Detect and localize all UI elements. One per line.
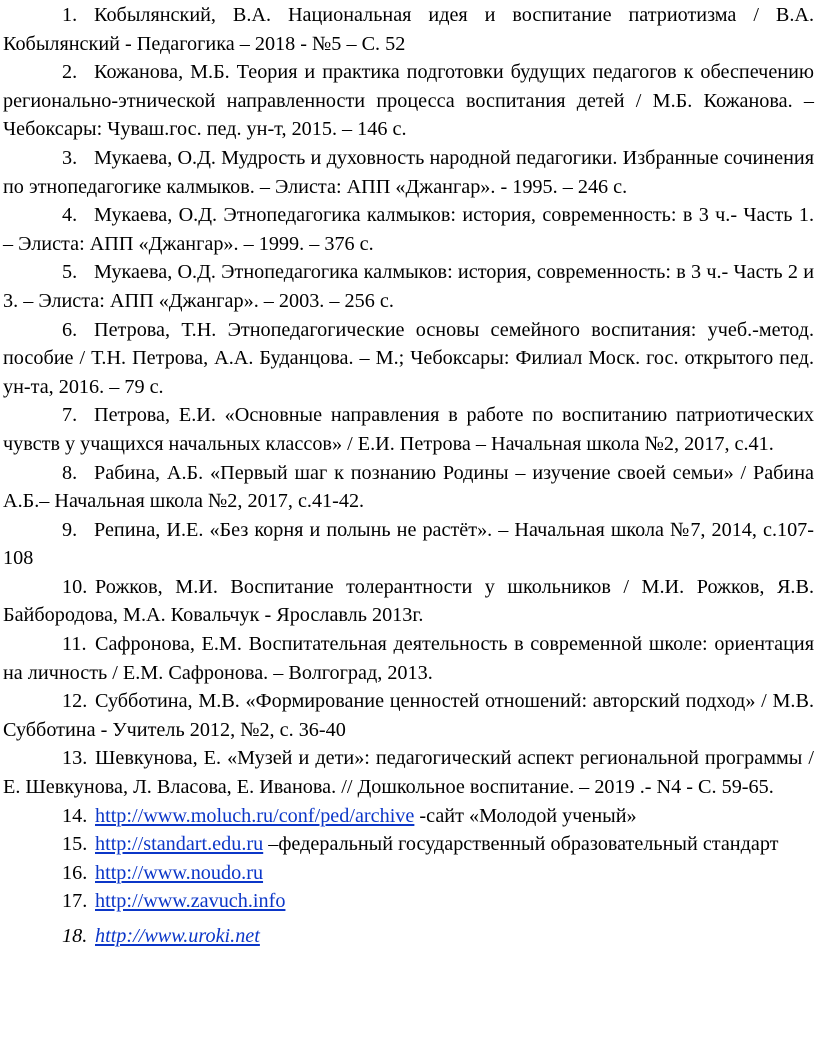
reference-item-6 xyxy=(3,316,814,402)
reference-text: Кожанова, М.Б. Теория и практика подготовки будущих педагогов к обеспечению регионально-этнической направленности процесса воспитания детей / М.Б. Кожанова. – Чебоксары: Чуваш.гос. пед. ун-т, 2015. – 146 с. xyxy=(3,61,814,141)
link-item-18 xyxy=(3,922,814,951)
link-zavuch[interactable]: http://www.zavuch.info xyxy=(95,890,286,913)
reference-number: 17. xyxy=(62,890,88,913)
reference-item-12 xyxy=(3,687,814,744)
reference-number: 16. xyxy=(62,861,88,884)
reference-item-7 xyxy=(3,401,814,458)
reference-item-8 xyxy=(3,459,814,516)
link-item-17 xyxy=(3,887,814,916)
link-item-16 xyxy=(3,859,814,888)
reference-item-2 xyxy=(3,58,814,144)
reference-text: Субботина, М.В. «Формирование ценностей отношений: авторский подход» / М.В. Субботина - Учитель 2012, №2, с. 36-40 xyxy=(3,690,814,741)
reference-number: 3. xyxy=(62,146,78,169)
reference-number: 11. xyxy=(62,633,87,656)
reference-text: Шевкунова, Е. «Музей и дети»: педагогический аспект региональной программы / Е. Шевкунова, Л. Власова, Е. Иванова. // Дошкольное воспитание. – 2019 .- N4 - С. 59-65. xyxy=(3,747,814,799)
link-standart[interactable]: http://standart.edu.ru xyxy=(95,833,264,856)
reference-item-4 xyxy=(3,201,814,258)
reference-number: 4. xyxy=(62,204,78,227)
reference-item-3 xyxy=(3,144,814,201)
link-uroki[interactable]: http://www.uroki.net xyxy=(95,925,260,947)
reference-number: 8. xyxy=(62,461,78,484)
reference-item-9 xyxy=(3,516,814,573)
reference-text: Мукаева, О.Д. Этнопедагогика калмыков: история, современность: в 3 ч.- Часть 2 и 3. – Элиста: АПП «Джангар». – 2003. – 256 с. xyxy=(3,261,814,312)
reference-number: 5. xyxy=(62,261,78,284)
reference-text: Кобылянский, В.А. Национальная идея и воспитание патриотизма / В.А. Кобылянский - Педагогика – 2018 - №5 – С. 52 xyxy=(3,4,814,55)
reference-number: 7. xyxy=(62,404,78,427)
reference-number: 12. xyxy=(62,690,88,713)
reference-number: 9. xyxy=(62,518,78,541)
reference-number: 13. xyxy=(62,747,88,770)
reference-text: Петрова, Т.Н. Этнопедагогические основы семейного воспитания: учеб.-метод. пособие / Т.Н. Петрова, А.А. Буданцова. – М.; Чебоксары: Филиал Моск. гос. открытого пед. ун-та, 2016. – 79 с. xyxy=(3,318,814,398)
reference-text: Рожков, М.И. Воспитание толерантности у школьников / М.И. Рожков, Я.В. Байбородова, М.А. Ковальчук - Ярославль 2013г. xyxy=(3,575,814,627)
reference-text: Репина, И.Е. «Без корня и полынь не растёт». – Начальная школа №7, 2014, с.107-108 xyxy=(3,518,814,570)
reference-number: 15. xyxy=(62,833,88,856)
reference-text: Сафронова, Е.М. Воспитательная деятельность в современной школе: ориентация на личность / Е.М. Сафронова. – Волгоград, 2013. xyxy=(3,633,814,684)
reference-number: 18. xyxy=(62,925,88,947)
reference-text: Петрова, Е.И. «Основные направления в работе по воспитанию патриотических чувств у учащихся начальных классов» / Е.И. Петрова – Начальная школа №2, 2017, с.41. xyxy=(3,404,814,455)
link-moluch[interactable]: http://www.moluch.ru/conf/ped/archive xyxy=(95,804,415,827)
reference-item-10 xyxy=(3,573,814,630)
reference-text: Рабина, А.Б. «Первый шаг к познанию Родины – изучение своей семьи» / Рабина А.Б.– Начальная школа №2, 2017, с.41-42. xyxy=(3,461,814,513)
link-description: -сайт «Молодой ученый» xyxy=(414,804,637,827)
reference-number: 6. xyxy=(62,318,78,341)
reference-number: 1. xyxy=(62,4,78,26)
reference-item-5 xyxy=(3,258,814,315)
reference-item-13 xyxy=(3,744,814,801)
link-noudo[interactable]: http://www.noudo.ru xyxy=(95,861,264,884)
reference-number: 10. xyxy=(62,575,88,598)
link-item-15 xyxy=(3,830,814,859)
reference-item-11 xyxy=(3,630,814,687)
reference-item-1 xyxy=(3,1,814,58)
reference-text: Мукаева, О.Д. Мудрость и духовность народной педагогики. Избранные сочинения по этнопедагогике калмыков. – Элиста: АПП «Джангар». - 1995. – 246 с. xyxy=(3,146,814,198)
link-description: –федеральный государственный образовательный стандарт xyxy=(263,833,779,856)
reference-list xyxy=(3,1,814,951)
reference-number: 2. xyxy=(62,61,78,84)
reference-number: 14. xyxy=(62,804,88,827)
link-item-14 xyxy=(3,802,814,831)
reference-text: Мукаева, О.Д. Этнопедагогика калмыков: история, современность: в 3 ч.- Часть 1. – Элиста: АПП «Джангар». – 1999. – 376 с. xyxy=(3,204,814,255)
